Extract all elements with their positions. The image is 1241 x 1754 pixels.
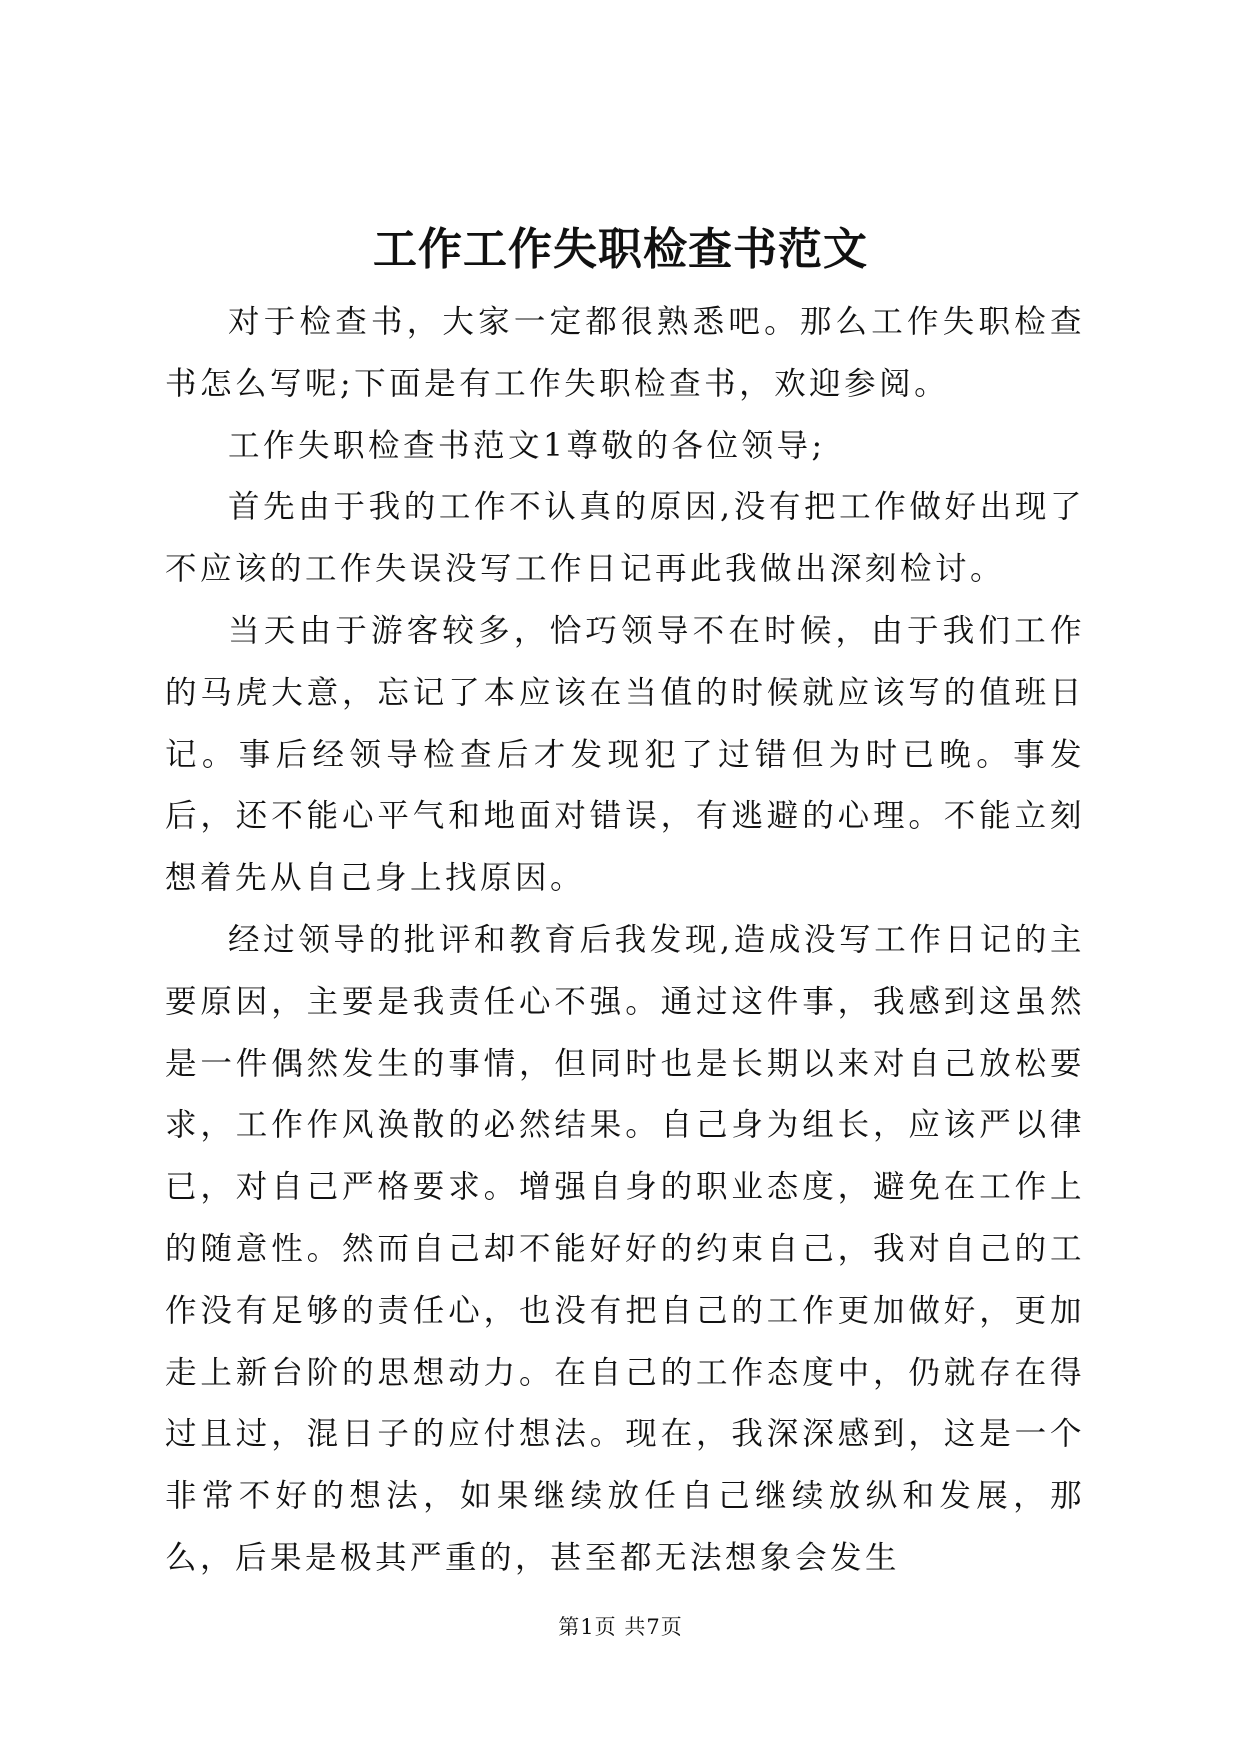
- paragraph-reflection: 经过领导的批评和教育后我发现,造成没写工作日记的主要原因，主要是我责任心不强。通过这件事，我感到这虽然是一件偶然发生的事情，但同时也是长期以来对自己放松要求，工作作风涣散的必然结果。自己身为组长，应该严以律已，对自己严格要求。增强自身的职业态度，避免在工作上的随意性。然而自己却不能好好的约束自己，我对自己的工作没有足够的责任心，也没有把自己的工作更加做好，更加走上新台阶的思想动力。在自己的工作态度中，仍就存在得过且过，混日子的应付想法。现在，我深深感到，这是一个非常不好的想法，如果继续放任自己继续放纵和发展，那么，后果是极其严重的，甚至都无法想象会发生: [165, 921, 1085, 1576]
- page-number-footer: 第1页 共7页: [558, 1615, 683, 1639]
- paragraph-intro: 对于检查书，大家一定都很熟悉吧。那么工作失职检查书怎么写呢;下面是有工作失职检查书，欢迎参阅。: [165, 304, 1085, 402]
- paragraph-salutation: 工作失职检查书范文1尊敬的各位领导;: [228, 427, 826, 464]
- document-title: 工作工作失职检查书范文: [373, 224, 868, 275]
- paragraph-apology: 首先由于我的工作不认真的原因,没有把工作做好出现了不应该的工作失误没写工作日记再此我做出深刻检讨。: [165, 489, 1085, 588]
- document-body: [165, 292, 1085, 1590]
- paragraph-incident: 当天由于游客较多，恰巧领导不在时候，由于我们工作的马虎大意，忘记了本应该在当值的时候就应该写的值班日记。事后经领导检查后才发现犯了过错但为时已晚。事发后，还不能心平气和地面对错误，有逃避的心理。不能立刻想着先从自己身上找原因。: [165, 612, 1085, 897]
